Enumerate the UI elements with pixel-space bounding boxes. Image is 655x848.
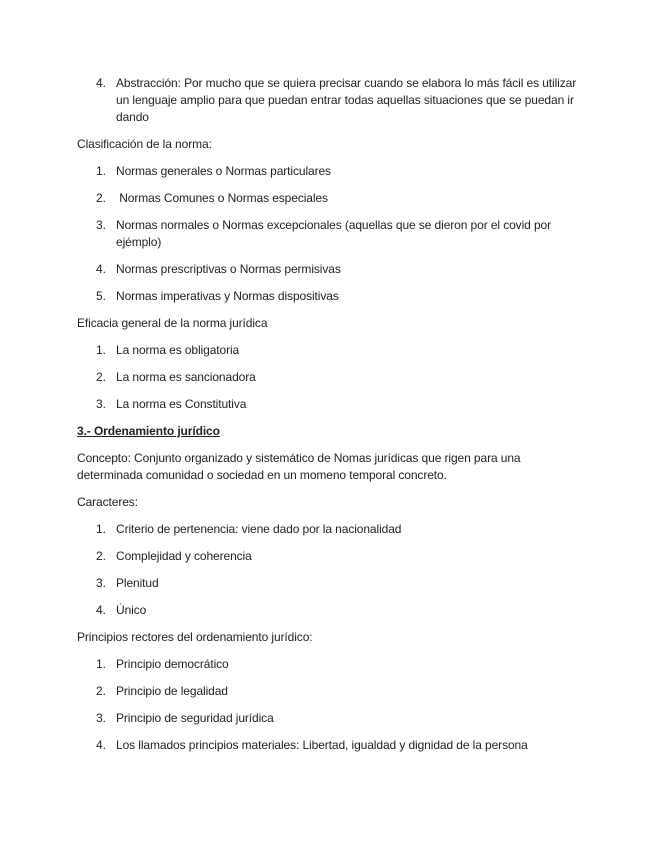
list-item-number: 1. xyxy=(96,657,106,671)
list-item-number: 5. xyxy=(96,289,106,303)
list-item-number: 2. xyxy=(96,191,106,205)
abstraccion-list xyxy=(77,75,582,126)
list-item xyxy=(77,190,582,207)
eficacia-list xyxy=(77,342,582,413)
list-item-text: Principio democrático xyxy=(116,657,229,671)
list-item-text: Los llamados principios materiales: Libertad, igualdad y dignidad de la persona xyxy=(116,738,528,752)
list-item-text: Principio de legalidad xyxy=(116,684,228,698)
list-item-text: Complejidad y coherencia xyxy=(116,549,252,563)
list-item-number: 4. xyxy=(96,738,106,752)
list-item-text: Abstracción: Por mucho que se quiera precisar cuando se elabora lo más fácil es utilizar un lenguaje amplio para que puedan entrar todas aquellas situaciones que se puedan ir dando xyxy=(116,76,577,124)
list-item-text: La norma es Constitutiva xyxy=(116,397,247,411)
list-item-text: Principio de seguridad jurídica xyxy=(116,711,274,725)
list-item-text: Normas prescriptivas o Normas permisivas xyxy=(116,262,341,276)
list-item xyxy=(77,288,582,305)
principios-title: Principios rectores del ordenamiento jurídico: xyxy=(77,630,313,644)
eficacia-title: Eficacia general de la norma jurídica xyxy=(77,316,268,330)
list-item-text: Normas imperativas y Normas dispositivas xyxy=(116,289,339,303)
clasificacion-title: Clasificación de la norma: xyxy=(77,137,212,151)
list-item xyxy=(77,342,582,359)
list-item-number: 3. xyxy=(96,711,106,725)
list-item xyxy=(77,261,582,278)
list-item-number: 1. xyxy=(96,522,106,536)
list-item-number: 1. xyxy=(96,343,106,357)
list-item xyxy=(77,737,582,754)
list-item-text: La norma es sancionadora xyxy=(116,370,256,384)
list-item-number: 4. xyxy=(96,603,106,617)
list-item xyxy=(77,163,582,180)
caracteres-title: Caracteres: xyxy=(77,495,138,509)
list-item xyxy=(77,369,582,386)
list-item xyxy=(77,217,582,251)
list-item-number: 3. xyxy=(96,218,106,232)
list-item-text: Único xyxy=(116,603,147,617)
list-item xyxy=(77,710,582,727)
list-item-number: 3. xyxy=(96,576,106,590)
list-item xyxy=(77,521,582,538)
list-item-number: 1. xyxy=(96,164,106,178)
list-item-text: Criterio de pertenencia: viene dado por la nacionalidad xyxy=(116,522,402,536)
list-item-text: Normas generales o Normas particulares xyxy=(116,164,331,178)
list-item-text: Normas Comunes o Normas especiales xyxy=(116,191,328,205)
list-item-text: Plenitud xyxy=(116,576,159,590)
list-item xyxy=(77,683,582,700)
list-item-number: 3. xyxy=(96,397,106,411)
list-item-text: Normas normales o Normas excepcionales (aquellas que se dieron por el covid por ejémplo) xyxy=(116,218,551,249)
list-item-text: La norma es obligatoria xyxy=(116,343,240,357)
list-item-number: 2. xyxy=(96,370,106,384)
list-item xyxy=(77,656,582,673)
list-item-number: 4. xyxy=(96,76,106,90)
list-item xyxy=(77,575,582,592)
clasificacion-list xyxy=(77,163,582,305)
caracteres-list xyxy=(77,521,582,619)
document-page xyxy=(77,75,582,764)
list-item-number: 2. xyxy=(96,684,106,698)
list-item xyxy=(77,75,582,126)
list-item-number: 4. xyxy=(96,262,106,276)
list-item xyxy=(77,548,582,565)
concepto-paragraph: Concepto: Conjunto organizado y sistemático de Nomas jurídicas que rigen para una determinada comunidad o sociedad en un momeno temporal concreto. xyxy=(77,451,521,482)
list-item-number: 2. xyxy=(96,549,106,563)
list-item xyxy=(77,602,582,619)
list-item xyxy=(77,396,582,413)
section-heading: 3.- Ordenamiento jurídico xyxy=(77,424,220,438)
principios-list xyxy=(77,656,582,754)
